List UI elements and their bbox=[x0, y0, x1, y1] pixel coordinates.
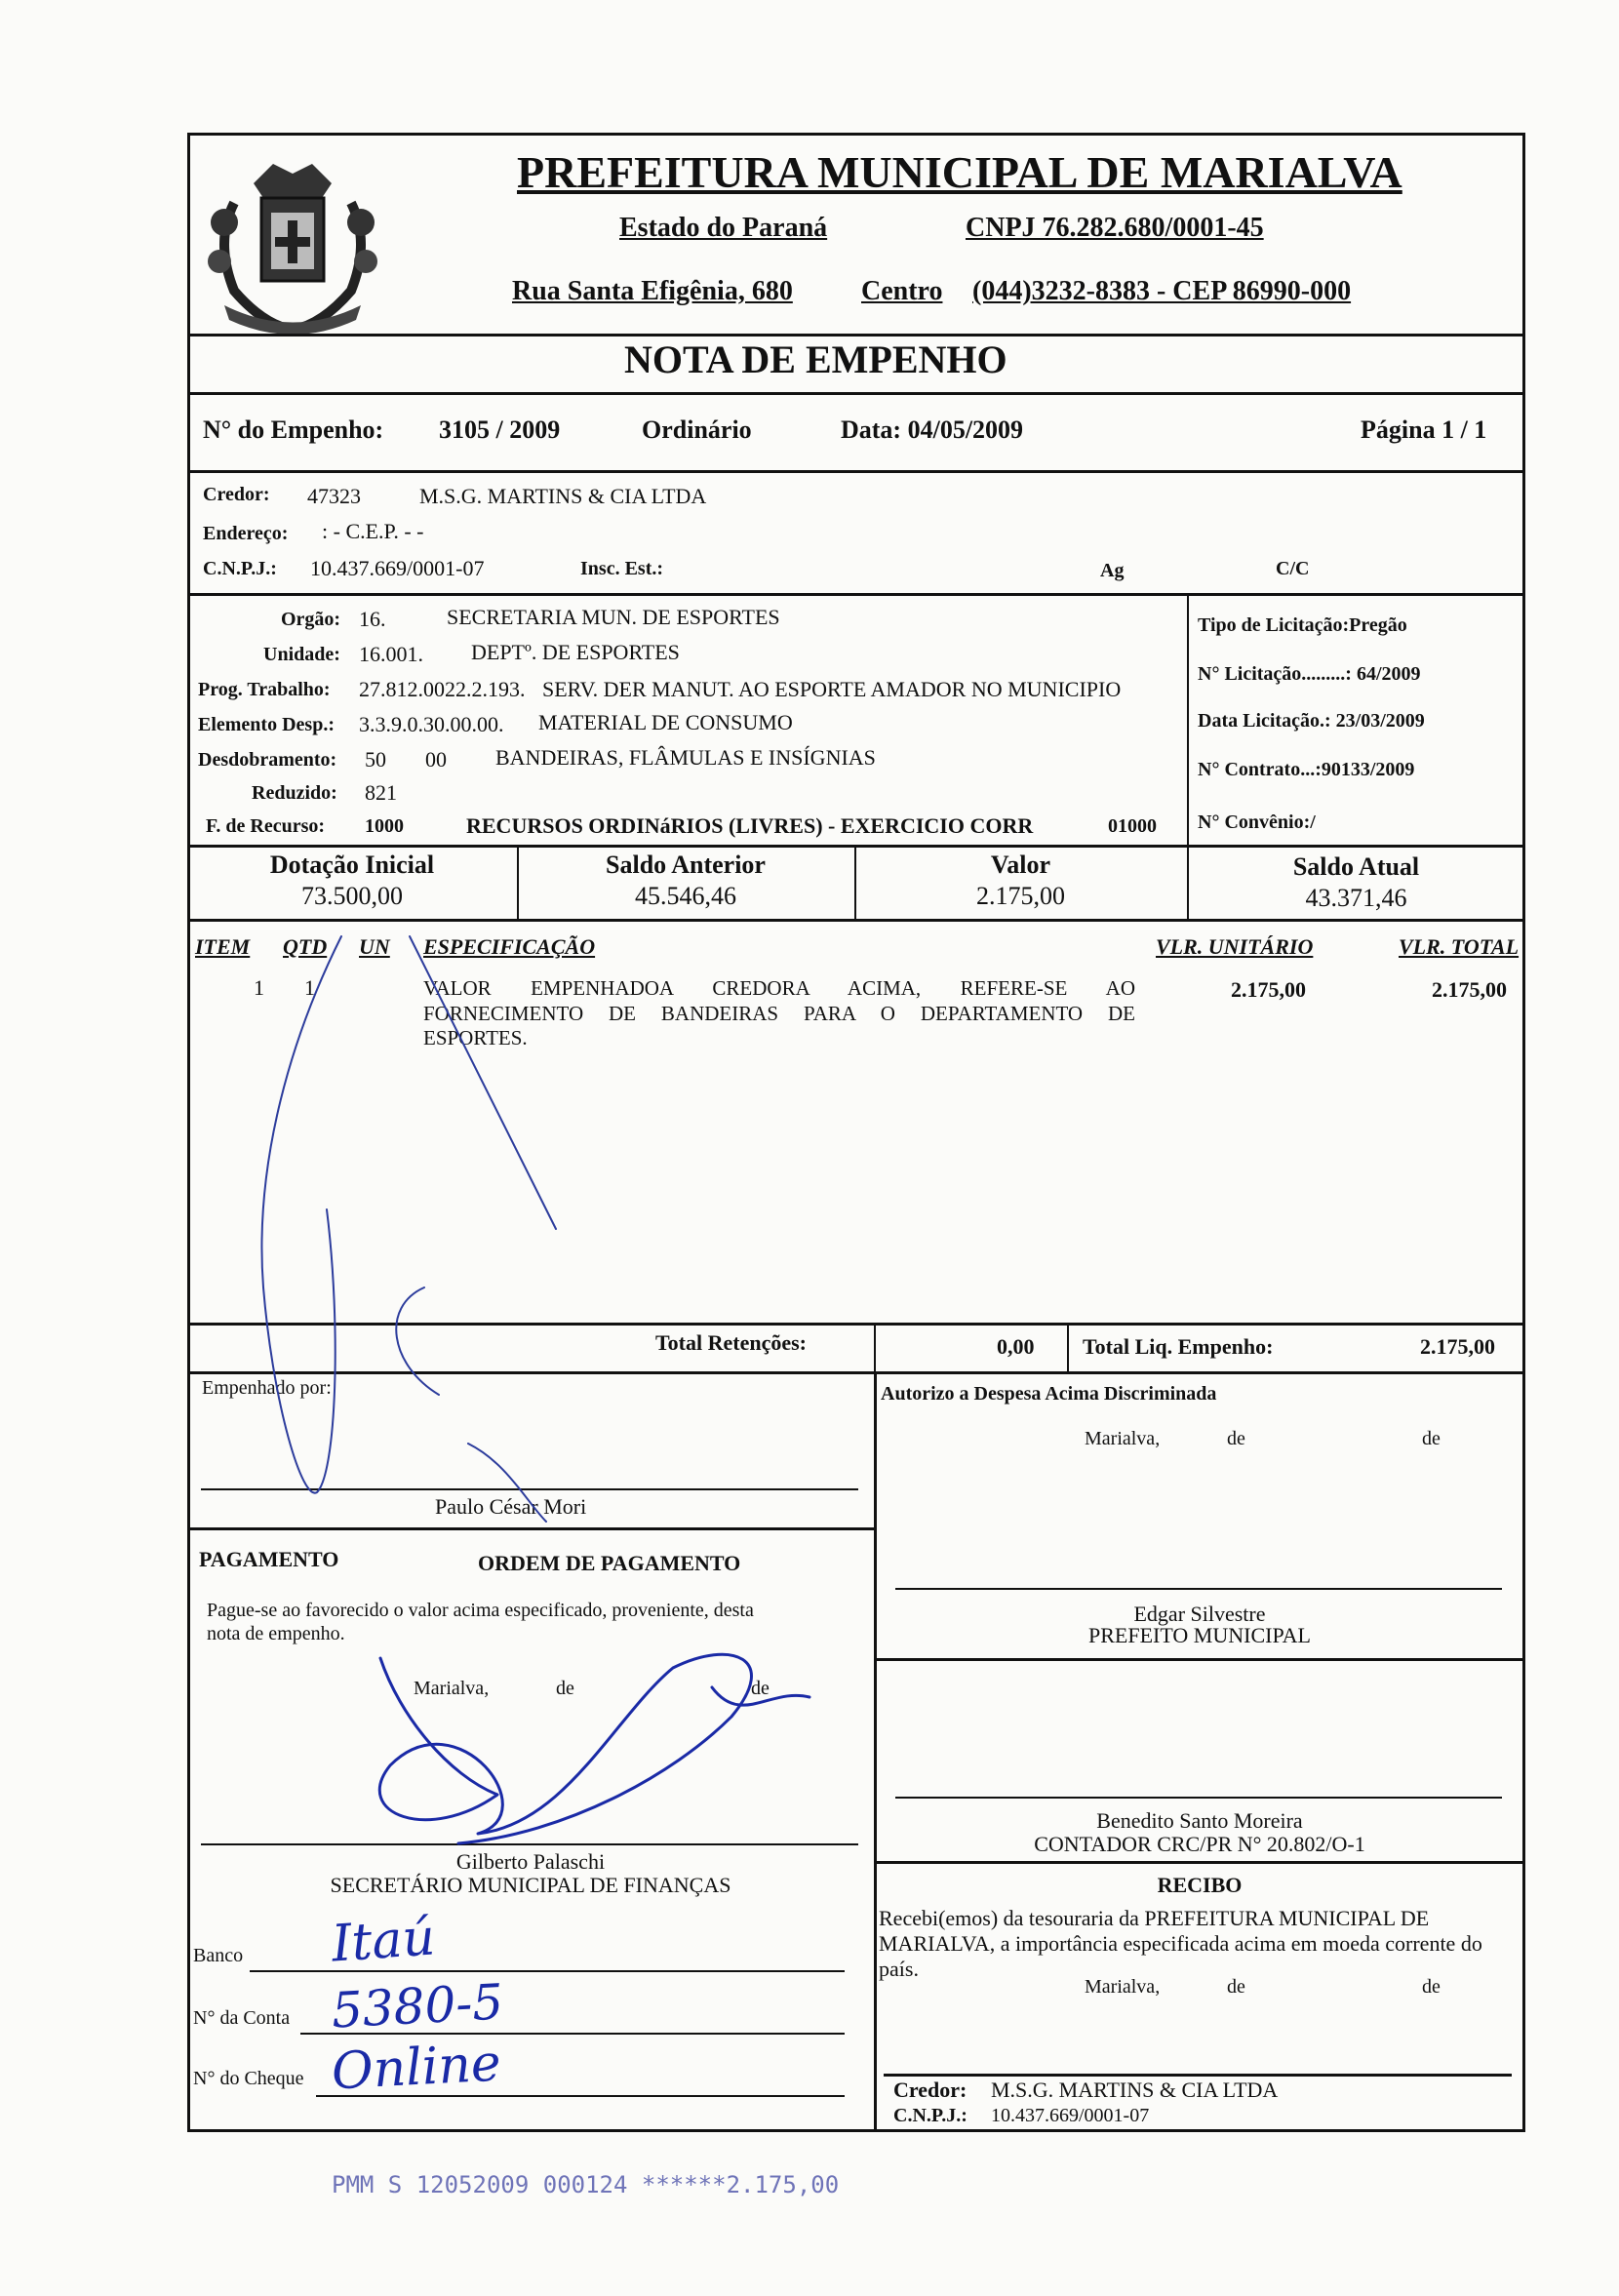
desdobramento-a: 50 bbox=[365, 747, 386, 772]
prog-label: Prog. Trabalho: bbox=[198, 679, 331, 700]
receipt-de1: de bbox=[1227, 1976, 1245, 1998]
net-total-label: Total Liq. Empenho: bbox=[1083, 1334, 1274, 1359]
document-title: NOTA DE EMPENHO bbox=[624, 337, 1007, 381]
state-registration-label: Insc. Est.: bbox=[580, 558, 664, 579]
creditor-code: 47323 bbox=[307, 484, 361, 508]
reduzido-label: Reduzido: bbox=[252, 782, 337, 804]
finance-secretary-name: Gilberto Palaschi bbox=[455, 1849, 606, 1874]
prog-name: SERV. DER MANUT. AO ESPORTE AMADOR NO MUNICIPIO bbox=[542, 677, 1122, 701]
authorization-de1: de bbox=[1227, 1428, 1245, 1449]
initial-allocation-value: 73.500,00 bbox=[301, 882, 403, 910]
finance-signature bbox=[322, 1600, 829, 1892]
creditor-cnpj: 10.437.669/0001-07 bbox=[310, 556, 485, 580]
previous-balance-label: Saldo Anterior bbox=[606, 851, 766, 879]
prog-code: 27.812.0022.2.193. bbox=[359, 677, 526, 701]
orgao-label: Orgão: bbox=[281, 609, 341, 630]
col-un: UN bbox=[359, 934, 390, 959]
state-name: Estado do Paraná bbox=[619, 213, 828, 243]
receipt-text-line2: MARIALVA, a importância especificada acima em moeda corrente do bbox=[879, 1931, 1482, 1956]
empenho-date: Data: 04/05/2009 bbox=[841, 416, 1024, 444]
recurso-label: F. de Recurso: bbox=[206, 815, 326, 837]
account-handwritten: 5380-5 bbox=[330, 1973, 505, 2039]
receipt-cnpj-label: C.N.P.J.: bbox=[893, 2105, 967, 2126]
current-balance-label: Saldo Atual bbox=[1292, 852, 1420, 881]
initial-allocation-label: Dotação Inicial bbox=[269, 851, 435, 879]
current-balance-value: 43.371,46 bbox=[1305, 884, 1407, 912]
payment-order-label: ORDEM DE PAGAMENTO bbox=[478, 1551, 741, 1575]
agency-label: Ag bbox=[1100, 560, 1125, 581]
authorization-city: Marialva, bbox=[1085, 1428, 1161, 1449]
contract-number: N° Contrato...:90133/2009 bbox=[1198, 759, 1415, 780]
receipt-text-line3: país. bbox=[879, 1957, 919, 1981]
district: Centro bbox=[861, 276, 943, 306]
desdobramento-label: Desdobramento: bbox=[198, 749, 337, 771]
col-qtd: QTD bbox=[283, 934, 328, 959]
receipt-creditor-label: Credor: bbox=[893, 2078, 967, 2102]
municipality-title: PREFEITURA MUNICIPAL DE MARIALVA bbox=[517, 147, 1402, 197]
mayor-title: PREFEITO MUNICIPAL bbox=[1088, 1623, 1311, 1647]
desdobramento-name: BANDEIRAS, FLÂMULAS E INSÍGNIAS bbox=[495, 745, 876, 770]
elemento-code: 3.3.9.0.30.00.00. bbox=[359, 712, 504, 736]
empenho-type: Ordinário bbox=[642, 416, 752, 444]
row-item: 1 bbox=[254, 975, 264, 1000]
empenho-number-label: N° do Empenho: bbox=[203, 416, 384, 444]
committed-by-label: Empenhado por: bbox=[202, 1377, 332, 1399]
municipal-coat-of-arms-icon bbox=[195, 144, 390, 339]
row-qtd: 1 bbox=[304, 975, 315, 1000]
receipt-de2: de bbox=[1422, 1976, 1441, 1998]
finance-secretary-title: SECRETÁRIO MUNICIPAL DE FINANÇAS bbox=[330, 1873, 731, 1897]
page-number: Página 1 / 1 bbox=[1361, 416, 1487, 444]
mayor-name: Edgar Silvestre bbox=[1133, 1602, 1266, 1626]
unidade-name: DEPTº. DE ESPORTES bbox=[471, 640, 680, 664]
check-handwritten: Online bbox=[330, 2034, 503, 2102]
creditor-label: Credor: bbox=[203, 484, 270, 505]
bid-type: Tipo de Licitação:Pregão bbox=[1198, 614, 1407, 636]
committed-by-name: Paulo César Mori bbox=[435, 1494, 587, 1519]
authorization-de2: de bbox=[1422, 1428, 1441, 1449]
address-label: Endereço: bbox=[203, 523, 289, 544]
net-total-value: 2.175,00 bbox=[1420, 1334, 1495, 1359]
accountant-title: CONTADOR CRC/PR N° 20.802/O-1 bbox=[1034, 1832, 1365, 1856]
row-spec-line2: FORNECIMENTO DE BANDEIRAS PARA O DEPARTAMENTO DE bbox=[423, 1002, 1135, 1025]
payment-stamp: PMM S 12052009 000124 ******2.175,00 bbox=[332, 2171, 840, 2198]
row-spec-line3: ESPORTES. bbox=[423, 1026, 528, 1049]
col-unit-value: VLR. UNITÁRIO bbox=[1156, 934, 1314, 959]
recurso-number: 01000 bbox=[1108, 815, 1157, 837]
row-unit-value: 2.175,00 bbox=[1231, 977, 1306, 1002]
reduzido-value: 821 bbox=[365, 780, 397, 805]
recurso-code: 1000 bbox=[365, 815, 404, 837]
bank-label: Banco bbox=[193, 1945, 244, 1966]
payment-city: Marialva, bbox=[414, 1678, 490, 1699]
receipt-text-line1: Recebi(emos) da tesouraria da PREFEITURA MUNICIPAL DE bbox=[879, 1906, 1430, 1930]
col-total-value: VLR. TOTAL bbox=[1399, 934, 1520, 959]
cnpj-label: C.N.P.J.: bbox=[203, 558, 277, 579]
elemento-label: Elemento Desp.: bbox=[198, 714, 335, 735]
previous-balance-value: 45.546,46 bbox=[635, 882, 736, 910]
receipt-city: Marialva, bbox=[1085, 1976, 1161, 1998]
accountant-name: Benedito Santo Moreira bbox=[1096, 1808, 1303, 1833]
orgao-code: 16. bbox=[359, 607, 386, 631]
amount-label: Valor bbox=[990, 851, 1051, 879]
unidade-code: 16.001. bbox=[359, 642, 423, 666]
street-address: Rua Santa Efigênia, 680 bbox=[512, 276, 793, 306]
bank-handwritten: Itaú bbox=[330, 1908, 437, 1974]
account-label: C/C bbox=[1276, 558, 1310, 579]
retentions-value: 0,00 bbox=[997, 1334, 1035, 1359]
receipt-title: RECIBO bbox=[1157, 1873, 1243, 1897]
phone-cep: (044)3232-8383 - CEP 86990-000 bbox=[972, 276, 1352, 306]
retentions-label: Total Retenções: bbox=[655, 1330, 807, 1355]
receipt-cnpj: 10.437.669/0001-07 bbox=[991, 2105, 1150, 2126]
unidade-label: Unidade: bbox=[263, 644, 340, 665]
bid-date: Data Licitação.: 23/03/2009 bbox=[1198, 710, 1425, 732]
desdobramento-b: 00 bbox=[425, 747, 447, 772]
recurso-name: RECURSOS ORDINáRIOS (LIVRES) - EXERCICIO CORR bbox=[466, 813, 1034, 838]
payment-de2: de bbox=[751, 1678, 770, 1699]
amount-value: 2.175,00 bbox=[976, 882, 1065, 910]
municipality-cnpj: CNPJ 76.282.680/0001-45 bbox=[966, 213, 1264, 243]
row-spec-line1: VALOR EMPENHADOA CREDORA ACIMA, REFERE-SE AO bbox=[423, 976, 1135, 1000]
orgao-name: SECRETARIA MUN. DE ESPORTES bbox=[447, 605, 780, 629]
check-number-label: N° do Cheque bbox=[193, 2068, 304, 2089]
col-specification: ESPECIFICAÇÃO bbox=[423, 934, 596, 959]
empenho-number: 3105 / 2009 bbox=[439, 416, 561, 444]
pen-stroke-drawing bbox=[234, 917, 585, 1541]
payment-de1: de bbox=[556, 1678, 574, 1699]
row-total-value: 2.175,00 bbox=[1432, 977, 1507, 1002]
creditor-name: M.S.G. MARTINS & CIA LTDA bbox=[419, 484, 707, 508]
payment-text-line1: Pague-se ao favorecido o valor acima especificado, proveniente, desta bbox=[207, 1600, 754, 1621]
payment-text-line2: nota de empenho. bbox=[207, 1623, 345, 1644]
elemento-name: MATERIAL DE CONSUMO bbox=[538, 710, 793, 734]
creditor-address: : - C.E.P. - - bbox=[322, 519, 424, 543]
receipt-creditor-name: M.S.G. MARTINS & CIA LTDA bbox=[991, 2078, 1279, 2102]
bid-number: N° Licitação.........: 64/2009 bbox=[1198, 663, 1421, 685]
account-number-label: N° da Conta bbox=[193, 2007, 291, 2029]
col-item: ITEM bbox=[195, 934, 251, 959]
payment-label: PAGAMENTO bbox=[199, 1547, 339, 1571]
authorization-label: Autorizo a Despesa Acima Discriminada bbox=[881, 1383, 1217, 1405]
agreement-number: N° Convênio:/ bbox=[1198, 812, 1316, 833]
